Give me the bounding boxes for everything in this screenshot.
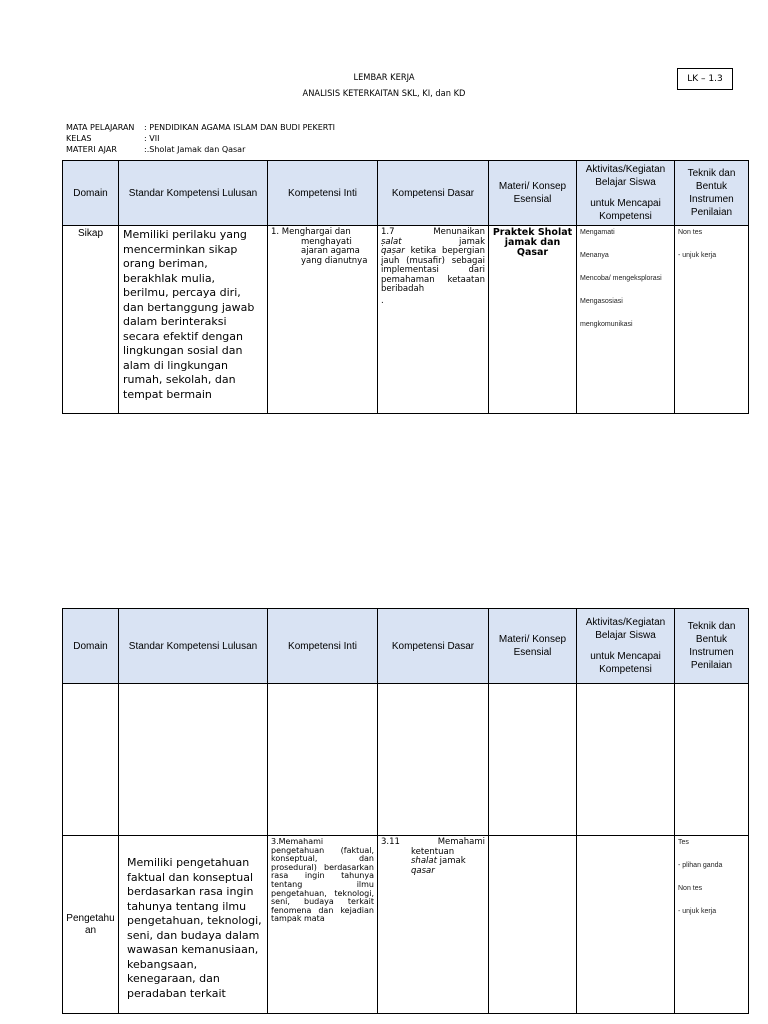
ki-number-line: 1. Menghargai dan bbox=[271, 227, 351, 237]
table-header-row bbox=[63, 609, 749, 684]
col-header-ki: Kompetensi Inti bbox=[268, 609, 378, 684]
cell-ki bbox=[268, 226, 378, 414]
aktivitas-item: Mengamati bbox=[580, 229, 615, 236]
meta-row-mapel bbox=[66, 122, 335, 133]
aktivitas-item: Mencoba/ mengeksplorasi bbox=[580, 275, 662, 282]
meta-info bbox=[66, 122, 335, 155]
aktivitas-item: Mengasosiasi bbox=[580, 298, 623, 305]
aktivitas-header-line2: untuk Mencapai Kompetensi bbox=[590, 198, 661, 222]
teknik-item: - plihan ganda bbox=[678, 862, 723, 869]
col-header-materi: Materi/ Konsep Esensial bbox=[489, 161, 577, 226]
cell-materi: Praktek Sholat jamak dan Qasar bbox=[489, 226, 577, 414]
empty-cell bbox=[268, 684, 378, 836]
col-header-kd: Kompetensi Dasar bbox=[378, 161, 489, 226]
kd-word: jamak bbox=[439, 856, 466, 866]
empty-cell bbox=[577, 684, 675, 836]
kd-dot: . bbox=[381, 295, 384, 306]
cell-domain: Pengetahuan bbox=[63, 836, 119, 1014]
mapel-value: : PENDIDIKAN AGAMA ISLAM DAN BUDI PEKERTI bbox=[144, 123, 335, 132]
teknik-item: - unjuk kerja bbox=[678, 908, 717, 915]
kd-italic-term: qaṣar bbox=[381, 246, 405, 256]
worksheet-code-box: LK – 1.3 bbox=[677, 68, 733, 90]
table-header-row bbox=[63, 161, 749, 226]
aktivitas-header-line1: Aktivitas/Kegiatan Belajar Siswa bbox=[585, 164, 666, 188]
materi-label: MATERI AJAR bbox=[66, 145, 117, 154]
col-header-domain: Domain bbox=[63, 609, 119, 684]
aktivitas-item: mengkomunikasi bbox=[580, 321, 633, 328]
cell-teknik bbox=[675, 836, 749, 1014]
kd-text: ketika bepergian jauh (musafir) sebagai implementasi dari pemahaman ketaatan beribadah bbox=[381, 246, 485, 294]
kd-number: 1.7 bbox=[381, 227, 395, 237]
materi-value: :.Sholat Jamak dan Qasar bbox=[144, 145, 246, 154]
document-title bbox=[0, 70, 768, 102]
col-header-kd: Kompetensi Dasar bbox=[378, 609, 489, 684]
empty-cell bbox=[675, 684, 749, 836]
col-header-ki: Kompetensi Inti bbox=[268, 161, 378, 226]
aktivitas-header-line2: untuk Mencapai Kompetensi bbox=[590, 651, 661, 675]
table-row-pengetahuan bbox=[63, 836, 749, 1014]
analysis-table-2 bbox=[62, 608, 749, 1014]
table-row-sikap bbox=[63, 226, 749, 414]
cell-kd bbox=[378, 226, 489, 414]
empty-cell bbox=[119, 684, 268, 836]
col-header-teknik: Teknik dan Bentuk Instrumen Penilaian bbox=[675, 609, 749, 684]
kd-word: ketentuan bbox=[411, 846, 455, 857]
empty-cell bbox=[63, 684, 119, 836]
teknik-item: - unjuk kerja bbox=[678, 252, 717, 259]
cell-aktivitas bbox=[577, 836, 675, 1014]
col-header-materi: Materi/ Konsep Esensial bbox=[489, 609, 577, 684]
kd-number: 3.11 bbox=[381, 837, 400, 847]
title-line-1: LEMBAR KERJA bbox=[353, 73, 415, 83]
cell-materi bbox=[489, 836, 577, 1014]
kelas-label: KELAS bbox=[66, 134, 92, 143]
cell-teknik bbox=[675, 226, 749, 414]
meta-row-materi bbox=[66, 144, 335, 155]
kd-italic-term: shalat bbox=[411, 856, 437, 866]
teknik-item: Tes bbox=[678, 839, 689, 846]
aktivitas-item: Menanya bbox=[580, 252, 609, 259]
kd-word: Memahami bbox=[437, 837, 485, 847]
cell-skl: Memiliki perilaku yang mencerminkan sikap orang beriman, berakhlak mulia, berilmu, percaya diri, dan bertanggung jawab dalam berinteraksi secara efektif dengan lingkungan sosial dan alam di lingkungan rumah, sekolah, dan tempat bermain bbox=[119, 226, 268, 414]
col-header-skl: Standar Kompetensi Lulusan bbox=[119, 161, 268, 226]
empty-cell bbox=[378, 684, 489, 836]
mapel-label: MATA PELAJARAN bbox=[66, 123, 135, 132]
col-header-aktivitas bbox=[577, 609, 675, 684]
teknik-item: Non tes bbox=[678, 885, 703, 892]
kd-word: Menunaikan bbox=[433, 227, 485, 237]
cell-domain: Sikap bbox=[63, 226, 119, 414]
teknik-item: Non tes bbox=[678, 229, 703, 236]
kd-italic-term: qasar bbox=[411, 865, 435, 876]
kd-italic-term: ṣalat bbox=[381, 236, 402, 247]
col-header-domain: Domain bbox=[63, 161, 119, 226]
analysis-table-1 bbox=[62, 160, 749, 414]
kelas-value: : VII bbox=[144, 134, 160, 143]
col-header-teknik: Teknik dan Bentuk Instrumen Penilaian bbox=[675, 161, 749, 226]
aktivitas-header-line1: Aktivitas/Kegiatan Belajar Siswa bbox=[585, 617, 666, 641]
col-header-aktivitas bbox=[577, 161, 675, 226]
ki-text: menghayati ajaran agama yang dianutnya bbox=[301, 236, 368, 266]
cell-aktivitas bbox=[577, 226, 675, 414]
col-header-skl: Standar Kompetensi Lulusan bbox=[119, 609, 268, 684]
kd-word: jamak bbox=[459, 236, 485, 247]
empty-cell bbox=[489, 684, 577, 836]
meta-row-kelas bbox=[66, 133, 335, 144]
title-line-2: ANALISIS KETERKAITAN SKL, KI, dan KD bbox=[302, 89, 466, 99]
cell-skl: Memiliki pengetahuan faktual dan konseptual berdasarkan rasa ingin tahunya tentang ilmu pengetahuan, teknologi, seni, dan budaya dalam wawasan kemanusiaan, kebangsaan, kenegaraan, dan peradaban terkait bbox=[119, 836, 268, 1014]
table-row-empty bbox=[63, 684, 749, 836]
cell-ki: 3.Memahami pengetahuan (faktual, konseptual, dan prosedural) berdasarkan rasa ingin tahunya tentang ilmu pengetahuan, teknologi, seni, budaya terkait fenomena dan kejadian tampak mata bbox=[268, 836, 378, 1014]
cell-kd bbox=[378, 836, 489, 1014]
